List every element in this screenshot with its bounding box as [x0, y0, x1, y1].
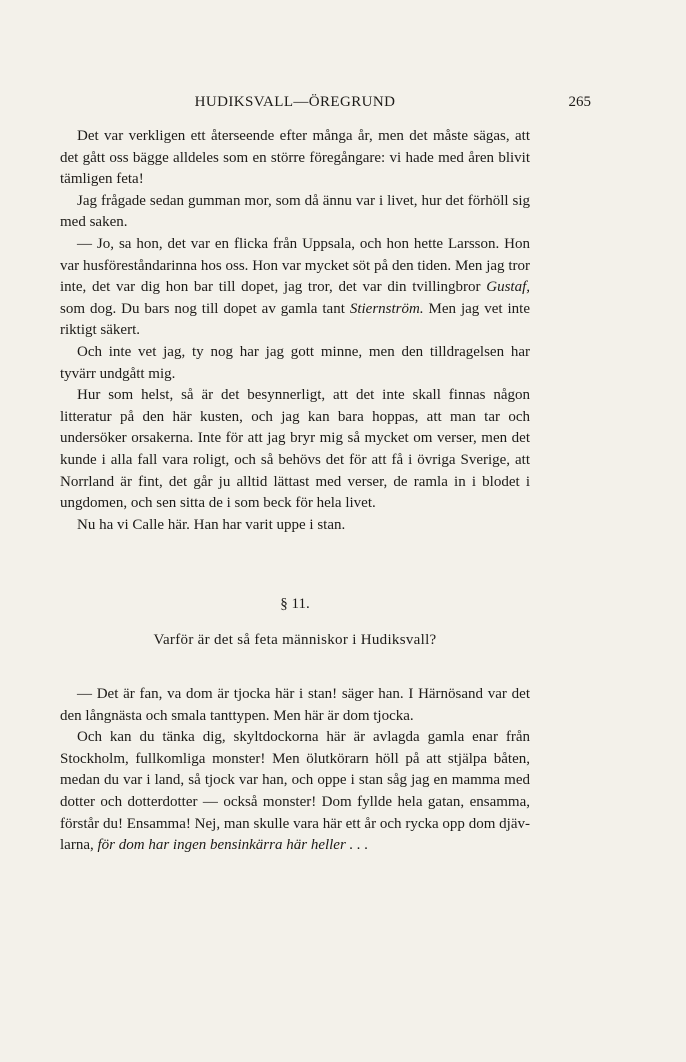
running-title: HUDIKSVALL—ÖREGRUND: [194, 94, 396, 110]
italic-text: för dom har ingen bensinkärra här heller . . .: [97, 837, 369, 854]
body-text-bottom: [60, 684, 530, 857]
text-run: — Det är fan, va dom är tjocka här i stan! säger han. I Härnösand var det den långnästa och smala tanttypen. Men här är dom tjocka.: [60, 686, 530, 724]
text-run: Nu ha vi Calle här. Han har varit uppe i stan.: [77, 516, 346, 533]
text-run: Jag frågade sedan gumman mor, som då ännu var i livet, hur det förhöll sig med saken.: [60, 192, 530, 231]
text-run: Hur som helst, så är det besynnerligt, att det inte skall finnas någon litteratur på den här kusten, och jag kan bara hoppas, att man tar och undersöker orsakerna. Inte för att jag bryr mig så mycket om verser, men det kunde i alla fall vara roligt, och så behövs det för att få i övriga Sverige, att Norrland är fint, det går ju alltid lättast med verser, de ramla in i blodet i ungdomen, och sen sitta de i som beck för hela livet.: [60, 387, 530, 512]
text-run: — Jo, sa hon, det var en flicka från Uppsala, och hon hette Larsson. Hon var husföreståndarinna hos oss. Hon var mycket söt på den tiden. Men jag tror inte, det var dig hon bar till dopet, jag tror, det var din tvillingbror: [60, 235, 530, 296]
text-run: Det var verkligen ett återseende efter många år, men det måste sägas, att det gått oss bägge alldeles som en större föregångare: vi hade med åren blivit tämligen feta!: [60, 128, 530, 188]
paragraph: [60, 684, 530, 727]
italic-text: Stiernström.: [349, 300, 424, 317]
page-number: 265: [568, 94, 591, 110]
running-head: [60, 94, 591, 114]
paragraph: [60, 234, 530, 342]
paragraph: [60, 385, 530, 515]
paragraph: [60, 727, 530, 857]
section-title: Varför är det så feta människor i Hudiksvall?: [153, 632, 437, 648]
paragraph: [60, 126, 530, 191]
body-text-top: [60, 126, 530, 536]
italic-text: Gustaf,: [486, 279, 530, 296]
section-number: § 11.: [280, 596, 310, 612]
text-run: Men jag vet inte riktigt säkert.: [60, 300, 531, 339]
paragraph: [60, 342, 530, 385]
text-run: Och kan du tänka dig, skyltdockorna här är avlagda gamla enar från Stockholm, fullkomliga monster! Men ölutkörarn höll på att stjälpa båten, medan du var i land, så tjock var han, och oppe i stan såg jag en mamma med dotter och dotterdotter — också monster! Dom fyllde hela gatan, ensamma, förstår du! Ensamma! Nej, man skulle vara här ett år och rycka opp dom djävlarna,: [60, 729, 530, 854]
paragraph: [60, 191, 530, 234]
text-run: som dog. Du bars nog till dopet av gamla tant: [60, 300, 350, 317]
text-run: Och inte vet jag, ty nog har jag gott minne, men den tilldragelsen har tyvärr undgått mig.: [60, 343, 530, 382]
paragraph: [60, 515, 530, 537]
